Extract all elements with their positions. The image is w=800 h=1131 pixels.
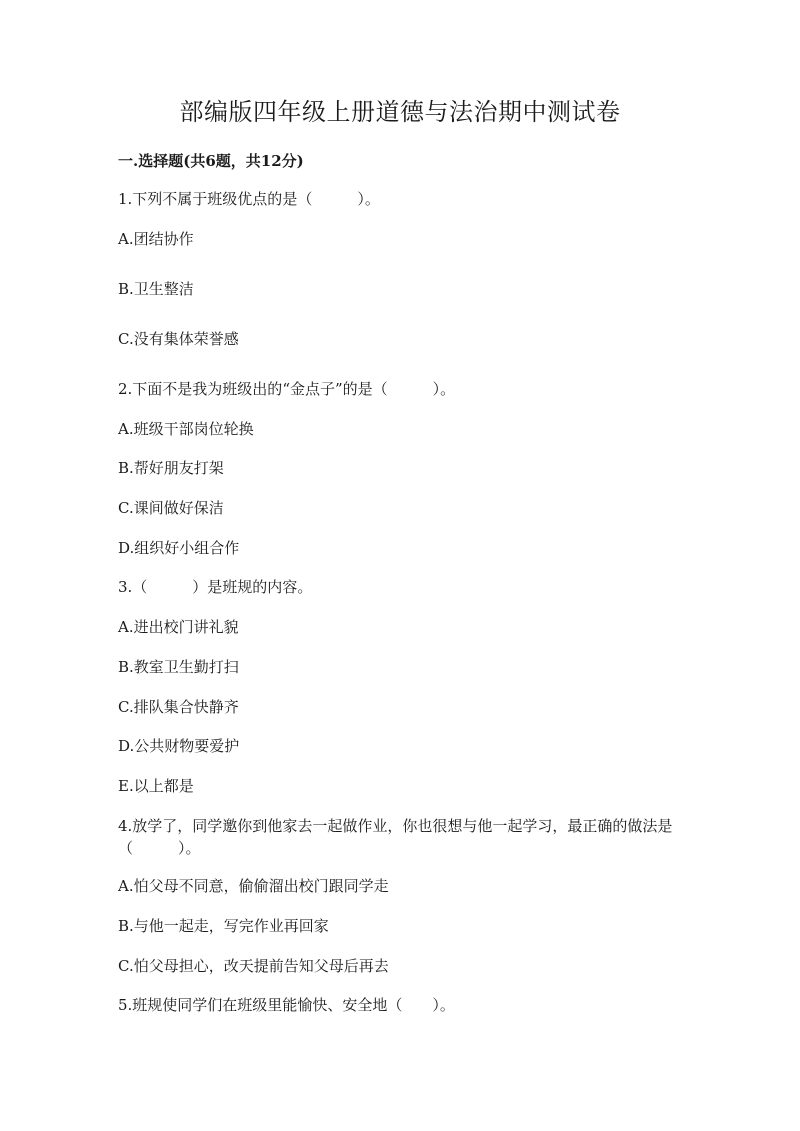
question-1-option-b: B.卫生整洁 bbox=[118, 280, 194, 298]
question-2-option-c: C.课间做好保洁 bbox=[118, 499, 224, 517]
question-3-stem: 3.（ ）是班规的内容。 bbox=[118, 578, 313, 596]
question-3-option-a: A.进出校门讲礼貌 bbox=[118, 618, 239, 636]
question-1-option-a: A.团结协作 bbox=[118, 230, 194, 248]
page-title: 部编版四年级上册道德与法治期中测试卷 bbox=[179, 98, 621, 126]
question-1-option-c: C.没有集体荣誉感 bbox=[118, 330, 239, 348]
question-2-option-b: B.帮好朋友打架 bbox=[118, 459, 224, 477]
question-4-option-b: B.与他一起走，写完作业再回家 bbox=[118, 917, 329, 935]
question-4-option-c: C.怕父母担心，改天提前告知父母后再去 bbox=[118, 957, 389, 975]
question-3-option-c: C.排队集合快静齐 bbox=[118, 698, 239, 716]
question-2-option-a: A.班级干部岗位轮换 bbox=[118, 420, 254, 438]
question-5-stem: 5.班规使同学们在班级里能愉快、安全地（ ）。 bbox=[118, 996, 455, 1014]
section-heading: 一.选择题(共6题，共12分) bbox=[118, 152, 304, 170]
question-3-option-e: E.以上都是 bbox=[118, 777, 194, 795]
question-4-option-a: A.怕父母不同意，偷偷溜出校门跟同学走 bbox=[118, 877, 389, 895]
question-4-stem: 4.放学了，同学邀你到他家去一起做作业，你也很想与他一起学习，最正确的做法是（ ）。 bbox=[118, 817, 673, 857]
question-1-stem: 1.下列不属于班级优点的是（ ）。 bbox=[118, 190, 380, 208]
question-3-option-d: D.公共财物要爱护 bbox=[118, 737, 240, 755]
question-2-option-d: D.组织好小组合作 bbox=[118, 539, 240, 557]
question-2-stem: 2.下面不是我为班级出的“金点子”的是（ ）。 bbox=[118, 380, 456, 398]
question-3-option-b: B.教室卫生勤打扫 bbox=[118, 658, 239, 676]
